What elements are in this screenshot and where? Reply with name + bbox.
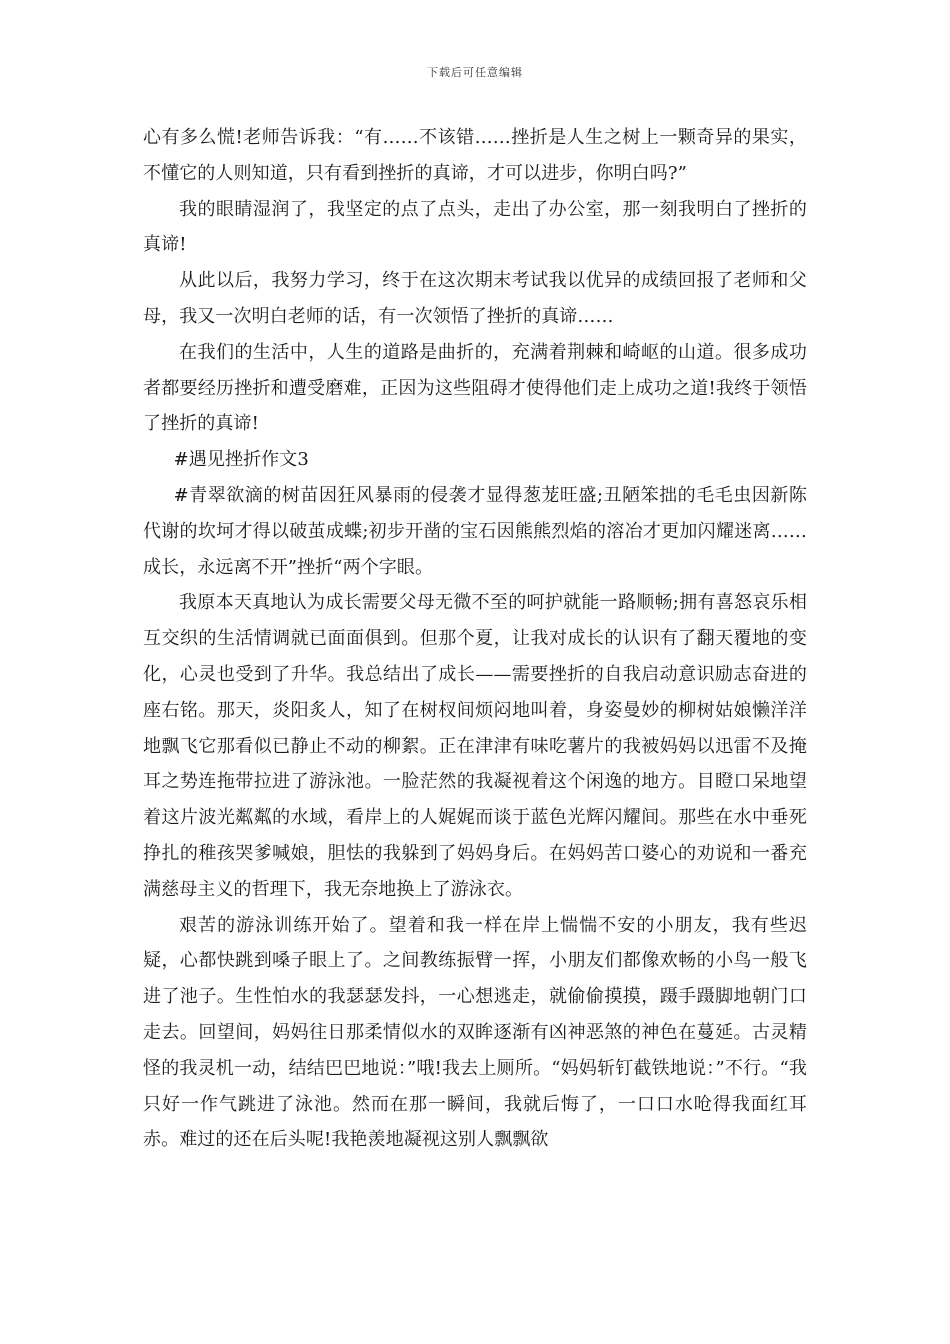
paragraph: 从此以后，我努力学习，终于在这次期末考试我以优异的成绩回报了老师和父母，我又一次明白老师的话，有一次领悟了挫折的真谛…… <box>143 270 807 327</box>
paragraph: 我原本天真地认为成长需要父母无微不至的呵护就能一路顺畅;拥有喜怒哀乐相互交织的生活情调就已面面俱到。但那个夏，让我对成长的认识有了翻天覆地的变化，心灵也受到了升华。我总结出了成长——需要挫折的自我启动意识励志奋进的座右铭。那天，炎阳炙人，知了在树杈间烦闷地叫着，身姿曼妙的柳树姑娘懒洋洋地飘飞它那看似已静止不动的柳絮。正在津津有味吃薯片的我被妈妈以迅雷不及掩耳之势连拖带拉进了游泳池。一脸茫然的我凝视着这个闲逸的地方。目瞪口呆地望着这片波光粼粼的水域，看岸上的人娓娓而谈于蓝色光辉闪耀间。那些在水中垂死挣扎的稚孩哭爹喊娘，胆怯的我躲到了妈妈身后。在妈妈苦口婆心的劝说和一番充满慈母主义的哲理下，我无奈地换上了游泳衣。 <box>143 592 807 900</box>
paragraph: 心有多么慌!老师告诉我：“有……不该错……挫折是人生之树上一颗奇异的果实，不懂它的人则知道，只有看到挫折的真谛，才可以进步，你明白吗?” <box>143 127 807 184</box>
paragraph: 艰苦的游泳训练开始了。望着和我一样在岸上惴惴不安的小朋友，我有些迟疑，心都快跳到嗓子眼上了。之间教练振臂一挥，小朋友们都像欢畅的小鸟一般飞进了池子。生性怕水的我瑟瑟发抖，一心想逃走，就偷偷摸摸，蹑手蹑脚地朝门口走去。回望间，妈妈往日那柔情似水的双眸逐渐有凶神恶煞的神色在蔓延。古灵精怪的我灵机一动，结结巴巴地说：”哦!我去上厕所。“妈妈斩钉截铁地说：”不行。“我只好一作气跳进了泳池。然而在那一瞬间，我就后悔了，一口口水呛得我面红耳赤。难过的还在后头呢!我艳羡地凝视这别人飘飘欲 <box>143 914 807 1151</box>
paragraph: #青翠欲滴的树苗因狂风暴雨的侵袭才显得葱茏旺盛;丑陋笨拙的毛毛虫因新陈代谢的坎坷才得以破茧成蝶;初步开凿的宝石因熊熊烈焰的溶冶才更加闪耀迷离……成长，永远离不开”挫折“两个字眼。 <box>143 484 807 578</box>
paragraph: 我的眼睛湿润了，我坚定的点了点头，走出了办公室，那一刻我明白了挫折的真谛! <box>143 198 807 256</box>
section-heading: #遇见挫折作文3 <box>173 449 309 471</box>
page-header: 下载后可任意编辑 <box>427 66 523 79</box>
document-body <box>143 120 807 1158</box>
paragraph: 在我们的生活中，人生的道路是曲折的，充满着荆棘和崎岖的山道。很多成功者都要经历挫折和遭受磨难，正因为这些阻碍才使得他们走上成功之道!我终于领悟了挫折的真谛! <box>143 341 807 435</box>
